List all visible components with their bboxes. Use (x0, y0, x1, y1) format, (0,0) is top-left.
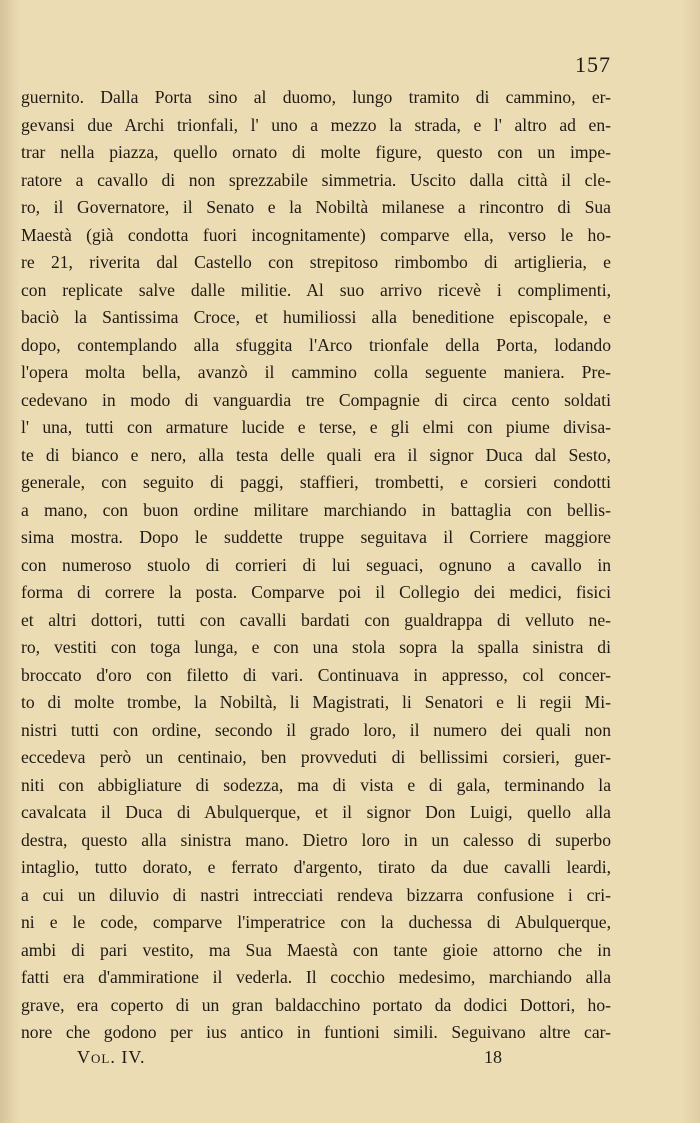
signature-number: 18 (484, 1047, 502, 1067)
text-line: Maestà (già condotta fuori incognitamente) comparve ella, verso le ho- (21, 224, 611, 245)
text-line: eccedeva però un centinaio, ben provveduti di bellissimi corsieri, guer- (21, 747, 611, 767)
text-line: grave, era coperto di un gran baldacchino portato da dodici Dottori, ho- (21, 994, 611, 1015)
text-line: con replicate salve dalle militie. Al suo arrivo ricevè i complimenti, (21, 279, 611, 300)
text-line: con numeroso stuolo di corrieri di lui seguaci, ognuno a cavallo in (21, 554, 611, 575)
text-line: te di bianco e nero, alla testa delle quali era il signor Duca dal Sesto, (21, 444, 611, 465)
text-line: ambi di pari vestito, ma Sua Maestà con tante gioie attorno che in (21, 939, 611, 960)
page-number: 157 (575, 52, 611, 77)
text-line: l' una, tutti con armature lucide e terse, e gli elmi con piume divisa- (21, 417, 611, 437)
text-line: guernito. Dalla Porta sino al duomo, lungo tramito di cammino, er- (21, 87, 611, 107)
text-line: broccato d'oro con filetto di vari. Continuava in appresso, col concer- (21, 664, 611, 685)
text-line: ro, il Governatore, il Senato e la Nobiltà milanese a rincontro di Sua (21, 197, 611, 217)
text-line: gevansi due Archi trionfali, l' uno a mezzo la strada, e l' altro ad en- (21, 114, 611, 135)
text-line: intaglio, tutto dorato, e ferrato d'argento, tirato da due cavalli leardi, (21, 857, 611, 877)
text-line: trar nella piazza, quello ornato di molte figure, questo con un impe- (21, 142, 611, 162)
text-line: ro, vestiti con toga lunga, e con una stola sopra la spalla sinistra di (21, 637, 611, 657)
text-line: cedevano in modo di vanguardia tre Compagnie di circa cento soldati (21, 389, 611, 410)
text-line: niti con abbigliature di sodezza, ma di vista e di gala, terminando la (21, 774, 611, 795)
text-line: generale, con seguito di paggi, staffieri, trombetti, e corsieri condotti (21, 472, 611, 492)
text-line: destra, questo alla sinistra mano. Dietro loro in un calesso di superbo (21, 829, 611, 850)
text-line: l'opera molta bella, avanzò il cammino colla seguente maniera. Pre- (21, 362, 611, 382)
text-line: forma di correre la posta. Comparve poi il Collegio dei medici, fisici (21, 582, 611, 602)
text-line: nore che godono per ius antico in funtioni simili. Seguivano altre car- (21, 1022, 611, 1042)
body-text (21, 84, 611, 1047)
text-line: cavalcata il Duca di Abulquerque, et il signor Don Luigi, quello alla (21, 802, 611, 822)
text-line: nistri tutti con ordine, secondo il grado loro, il numero dei quali non (21, 719, 611, 740)
text-line: a mano, con buon ordine militare marchiando in battaglia con bellis- (21, 499, 611, 520)
text-line: dopo, contemplando alla sfuggita l'Arco trionfale della Porta, lodando (21, 334, 611, 355)
text-line: sima mostra. Dopo le suddette truppe seguitava il Corriere maggiore (21, 527, 611, 547)
text-line: et altri dottori, tutti con cavalli bardati con gualdrappa di velluto ne- (21, 609, 611, 630)
text-line: fatti era d'ammiratione il vederla. Il cocchio medesimo, marchiando alla (21, 967, 611, 987)
text-line: to di molte trombe, la Nobiltà, li Magistrati, li Senatori e li regii Mi- (21, 692, 611, 712)
text-line: baciò la Santissima Croce, et humiliossi alla beneditione episcopale, e (21, 307, 611, 327)
text-line: ratore a cavallo di non sprezzabile simmetria. Uscito dalla città il cle- (21, 169, 611, 190)
text-line: a cui un diluvio di nastri intrecciati rendeva bizzarra confusione i cri- (21, 884, 611, 905)
text-line: ni e le code, comparve l'imperatrice con la duchessa di Abulquerque, (21, 912, 611, 932)
volume-signature: Vol. IV. (77, 1047, 146, 1067)
text-line: re 21, riverita dal Castello con strepitoso rimbombo di artiglieria, e (21, 252, 611, 272)
page-footer (0, 1047, 700, 1077)
